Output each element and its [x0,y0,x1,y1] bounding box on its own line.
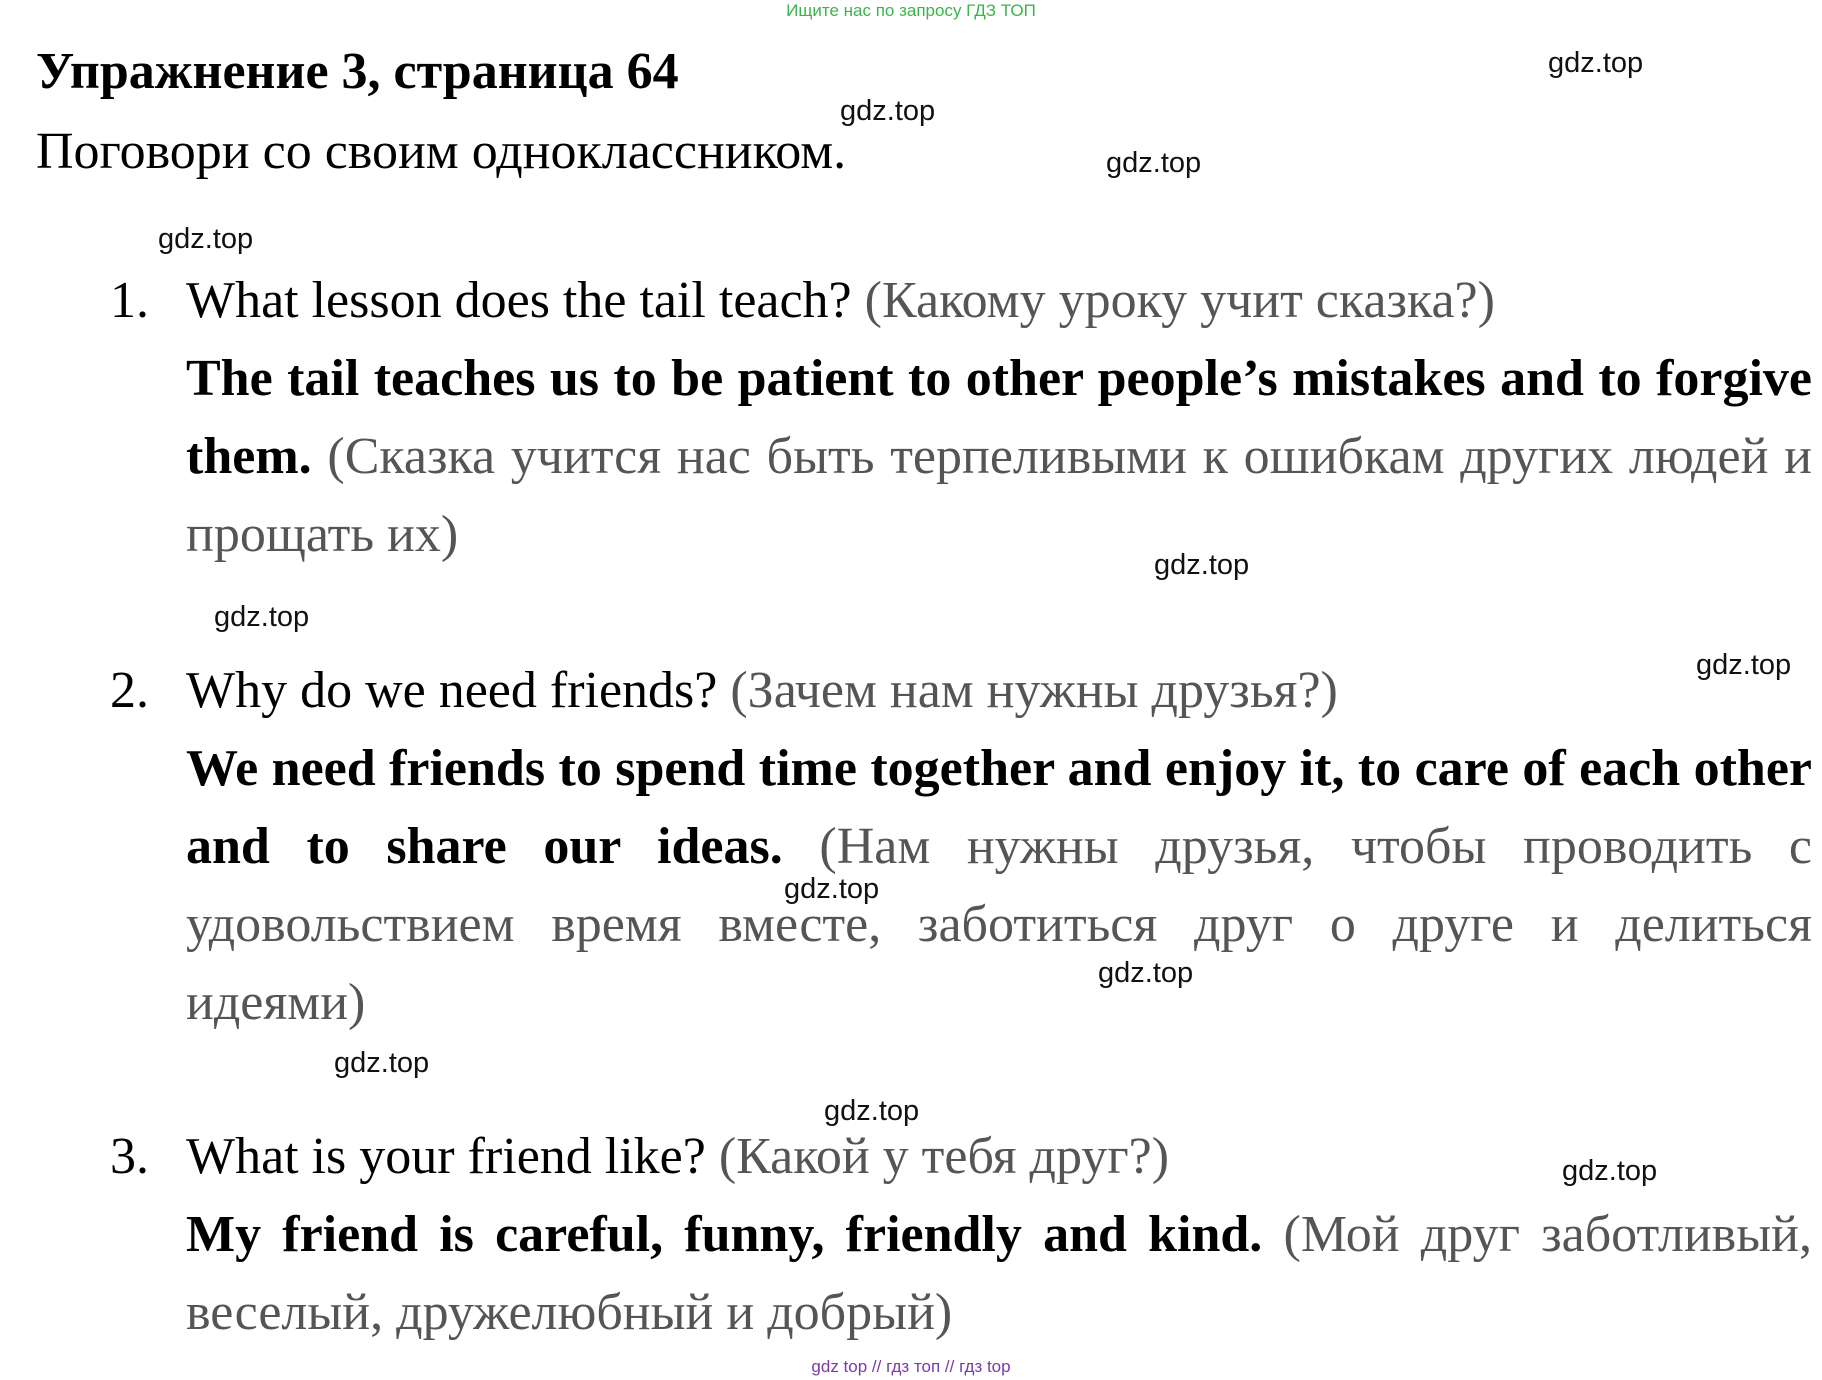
item-body [186,262,1812,574]
watermark: gdz.top [1106,147,1202,179]
watermark: gdz.top [158,223,254,255]
watermark: gdz.top [1548,47,1644,79]
answer-ru: (Нам нужны друзья, чтобы проводить с удовольствием время вместе, заботиться друг о друге и делиться идеями) [186,818,1813,1031]
question-ru: (Зачем нам нужны друзья?) [730,662,1338,719]
question [186,652,1812,730]
item-number: 2. [110,662,149,719]
watermark: gdz.top [1696,649,1792,681]
item-number: 3. [110,1128,149,1185]
answer-ru: (Сказка учится нас быть терпеливыми к ошибкам других людей и прощать их) [186,428,1812,563]
answer-ru: (Мой друг заботливый, веселый, дружелюбный и добрый) [186,1206,1813,1341]
answer-en: We need friends to spend time together and enjoy it, to care of each other and to share our ideas. [186,740,1812,875]
watermark: gdz.top [1098,957,1194,989]
answer [186,1196,1812,1352]
watermark: gdz.top [1562,1155,1658,1187]
question-en: What is your friend like? [186,1128,706,1185]
top-banner: Ищите нас по запросу ГДЗ ТОП [786,1,1036,20]
answer-en: My friend is careful, funny, friendly and kind. [186,1206,1263,1263]
item-body [186,652,1812,1042]
question [186,262,1812,340]
watermark: gdz.top [214,601,310,633]
question-en: What lesson does the tail teach? [186,272,852,329]
answer [186,340,1812,574]
answer [186,730,1812,1042]
watermark: gdz.top [334,1047,430,1079]
page-title: Упражнение 3, страница 64 [36,43,679,100]
task-instruction: Поговори со своим одноклассником. [36,123,847,180]
answer-en: The tail teaches us to be patient to other people’s mistakes and to forgive them. [186,350,1812,485]
question-en: Why do we need friends? [186,662,718,719]
watermark: gdz.top [784,873,880,905]
item-number: 1. [110,272,149,329]
watermark: gdz.top [824,1095,920,1127]
watermark: gdz.top [840,95,936,127]
watermark: gdz.top [1154,549,1250,581]
footer-watermark: gdz top // гдз топ // гдз top [811,1357,1011,1376]
question-ru: (Какой у тебя друг?) [718,1128,1170,1185]
question-ru: (Какому уроку учит сказка?) [864,272,1495,329]
